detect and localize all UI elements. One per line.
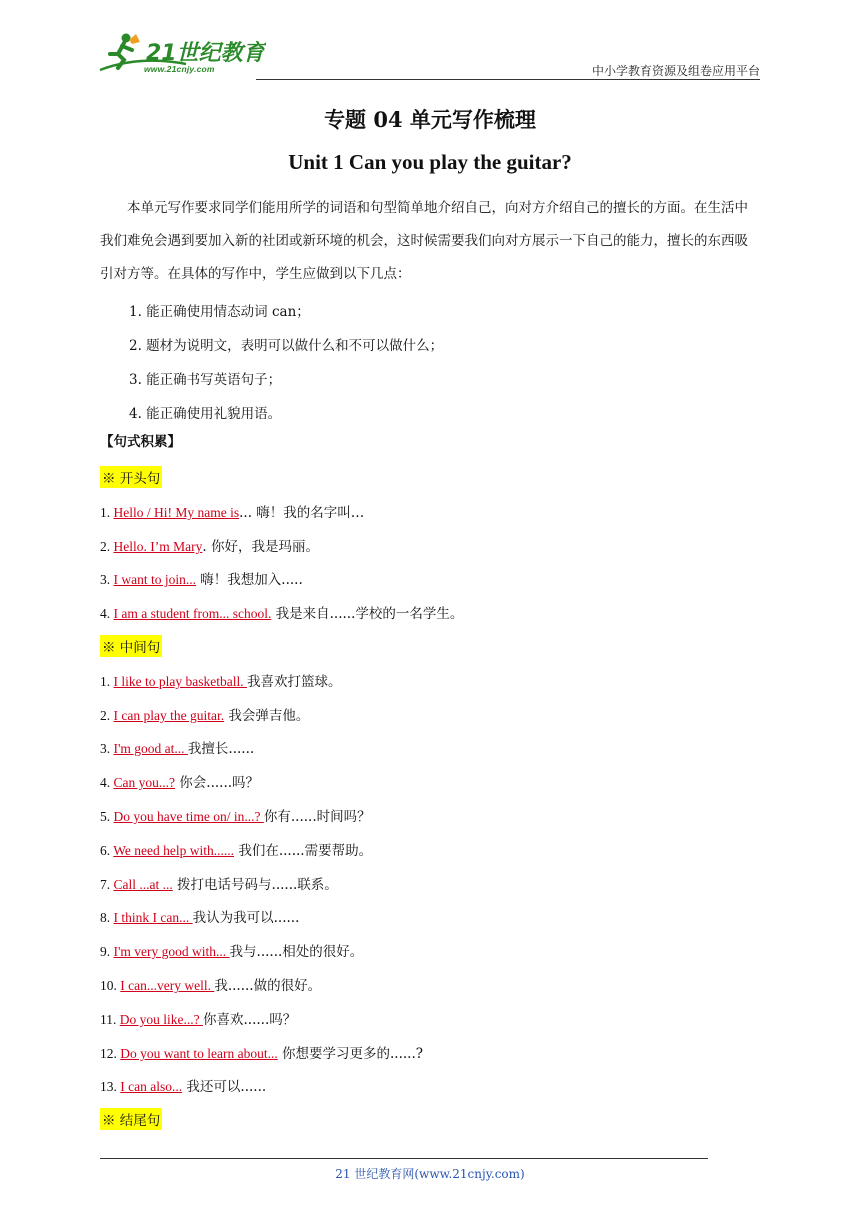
sentence-row: 2. I can play the guitar. 我会弹吉他。 <box>100 708 310 724</box>
english-phrase: Do you like...? <box>119 1012 203 1027</box>
english-phrase: I am a student from... school. <box>113 606 272 621</box>
sentence-row: 8. I think I can... 我认为我可以...... <box>100 910 300 926</box>
sentence-row: 10. I can...very well. 我......做的很好。 <box>100 978 322 994</box>
sentence-row: 4. I am a student from... school. 我是来自......学校的一名学生。 <box>100 606 464 622</box>
closing-heading: ※ 结尾句 <box>100 1108 162 1130</box>
sentence-row: 3. I want to join... 嗨！我想加入..... <box>100 572 303 588</box>
sentence-row: 4. Can you...? 你会......吗？ <box>100 775 260 791</box>
list-item: 1. 能正确使用情态动词 can； <box>129 304 310 320</box>
english-phrase: Call ...at ... <box>113 877 173 892</box>
english-phrase: Do you want to learn about... <box>120 1046 278 1061</box>
page-title: 专题 04 单元写作梳理 <box>324 107 536 132</box>
sentence-row: 3. I'm good at... 我擅长...... <box>100 741 255 757</box>
opening-heading: ※ 开头句 <box>100 466 162 488</box>
english-phrase: Can you...? <box>113 775 175 790</box>
english-phrase: I'm good at... <box>113 741 188 756</box>
english-phrase: I think I can... <box>113 910 193 925</box>
sentence-row: 2. Hello. I’m Mary. 你好，我是玛丽。 <box>100 539 319 555</box>
english-phrase: I'm very good with... <box>113 944 230 959</box>
middle-heading: ※ 中间句 <box>100 635 162 657</box>
english-phrase: Hello / Hi! My name is <box>113 505 240 520</box>
platform-label: 中小学教育资源及组卷应用平台 <box>591 64 760 78</box>
english-phrase: Hello. I’m Mary <box>113 539 203 554</box>
english-phrase: Do you have time on/ in...? <box>113 809 264 824</box>
sentence-row: 11. Do you like...? 你喜欢......吗？ <box>100 1012 297 1028</box>
english-phrase: I like to play basketball. <box>113 674 247 689</box>
site-logo <box>96 30 266 76</box>
sentence-row: 1. Hello / Hi! My name is... 嗨！我的名字叫… <box>100 505 365 521</box>
intro-paragraph: 本单元写作要求同学们能用所学的词语和句型简单地介绍自己，向对方介绍自己的擅长的方面。在生活中我们难免会遇到要加入新的社团或新环境的机会，这时候需要我们向对方展示一下自己的能力，擅长的东西吸引对方等。在具体的写作中，学生应做到以下几点： <box>100 200 748 282</box>
footer-divider <box>100 1158 708 1159</box>
sentence-row: 12. Do you want to learn about... 你想要学习更多的......? <box>100 1046 423 1062</box>
sentence-row: 13. I can also... 我还可以...... <box>100 1079 267 1095</box>
unit-subtitle: Unit 1 Can you play the guitar? <box>288 150 572 174</box>
logo-text: 21世纪教育 <box>146 41 265 66</box>
sentence-row: 1. I like to play basketball. 我喜欢打篮球。 <box>100 674 342 690</box>
list-item: 3. 能正确书写英语句子； <box>129 372 282 388</box>
logo-url: www.21cnjy.com <box>144 64 215 74</box>
sentence-row: 5. Do you have time on/ in...? 你有......时间吗？ <box>100 809 371 825</box>
page-header <box>96 30 760 80</box>
list-item: 2. 题材为说明文，表明可以做什么和不可以做什么； <box>129 338 444 354</box>
header-divider <box>256 79 760 80</box>
page-footer: 21 世纪教育网(www.21cnjy.com) <box>335 1167 525 1181</box>
list-item: 4. 能正确使用礼貌用语。 <box>129 406 282 422</box>
english-phrase: I can also... <box>120 1079 183 1094</box>
english-phrase: I can play the guitar. <box>113 708 225 723</box>
english-phrase: I can...very well. <box>120 978 215 993</box>
sentence-row: 6. We need help with...... 我们在......需要帮助。 <box>100 843 373 859</box>
requirement-list <box>129 295 443 431</box>
english-phrase: We need help with...... <box>113 843 235 858</box>
section-heading: 【句式积累】 <box>100 434 181 450</box>
english-phrase: I want to join... <box>113 572 196 587</box>
sentence-row: 9. I'm very good with... 我与......相处的很好。 <box>100 944 364 960</box>
sentence-row: 7. Call ...at ... 拨打电话号码与......联系。 <box>100 877 338 893</box>
